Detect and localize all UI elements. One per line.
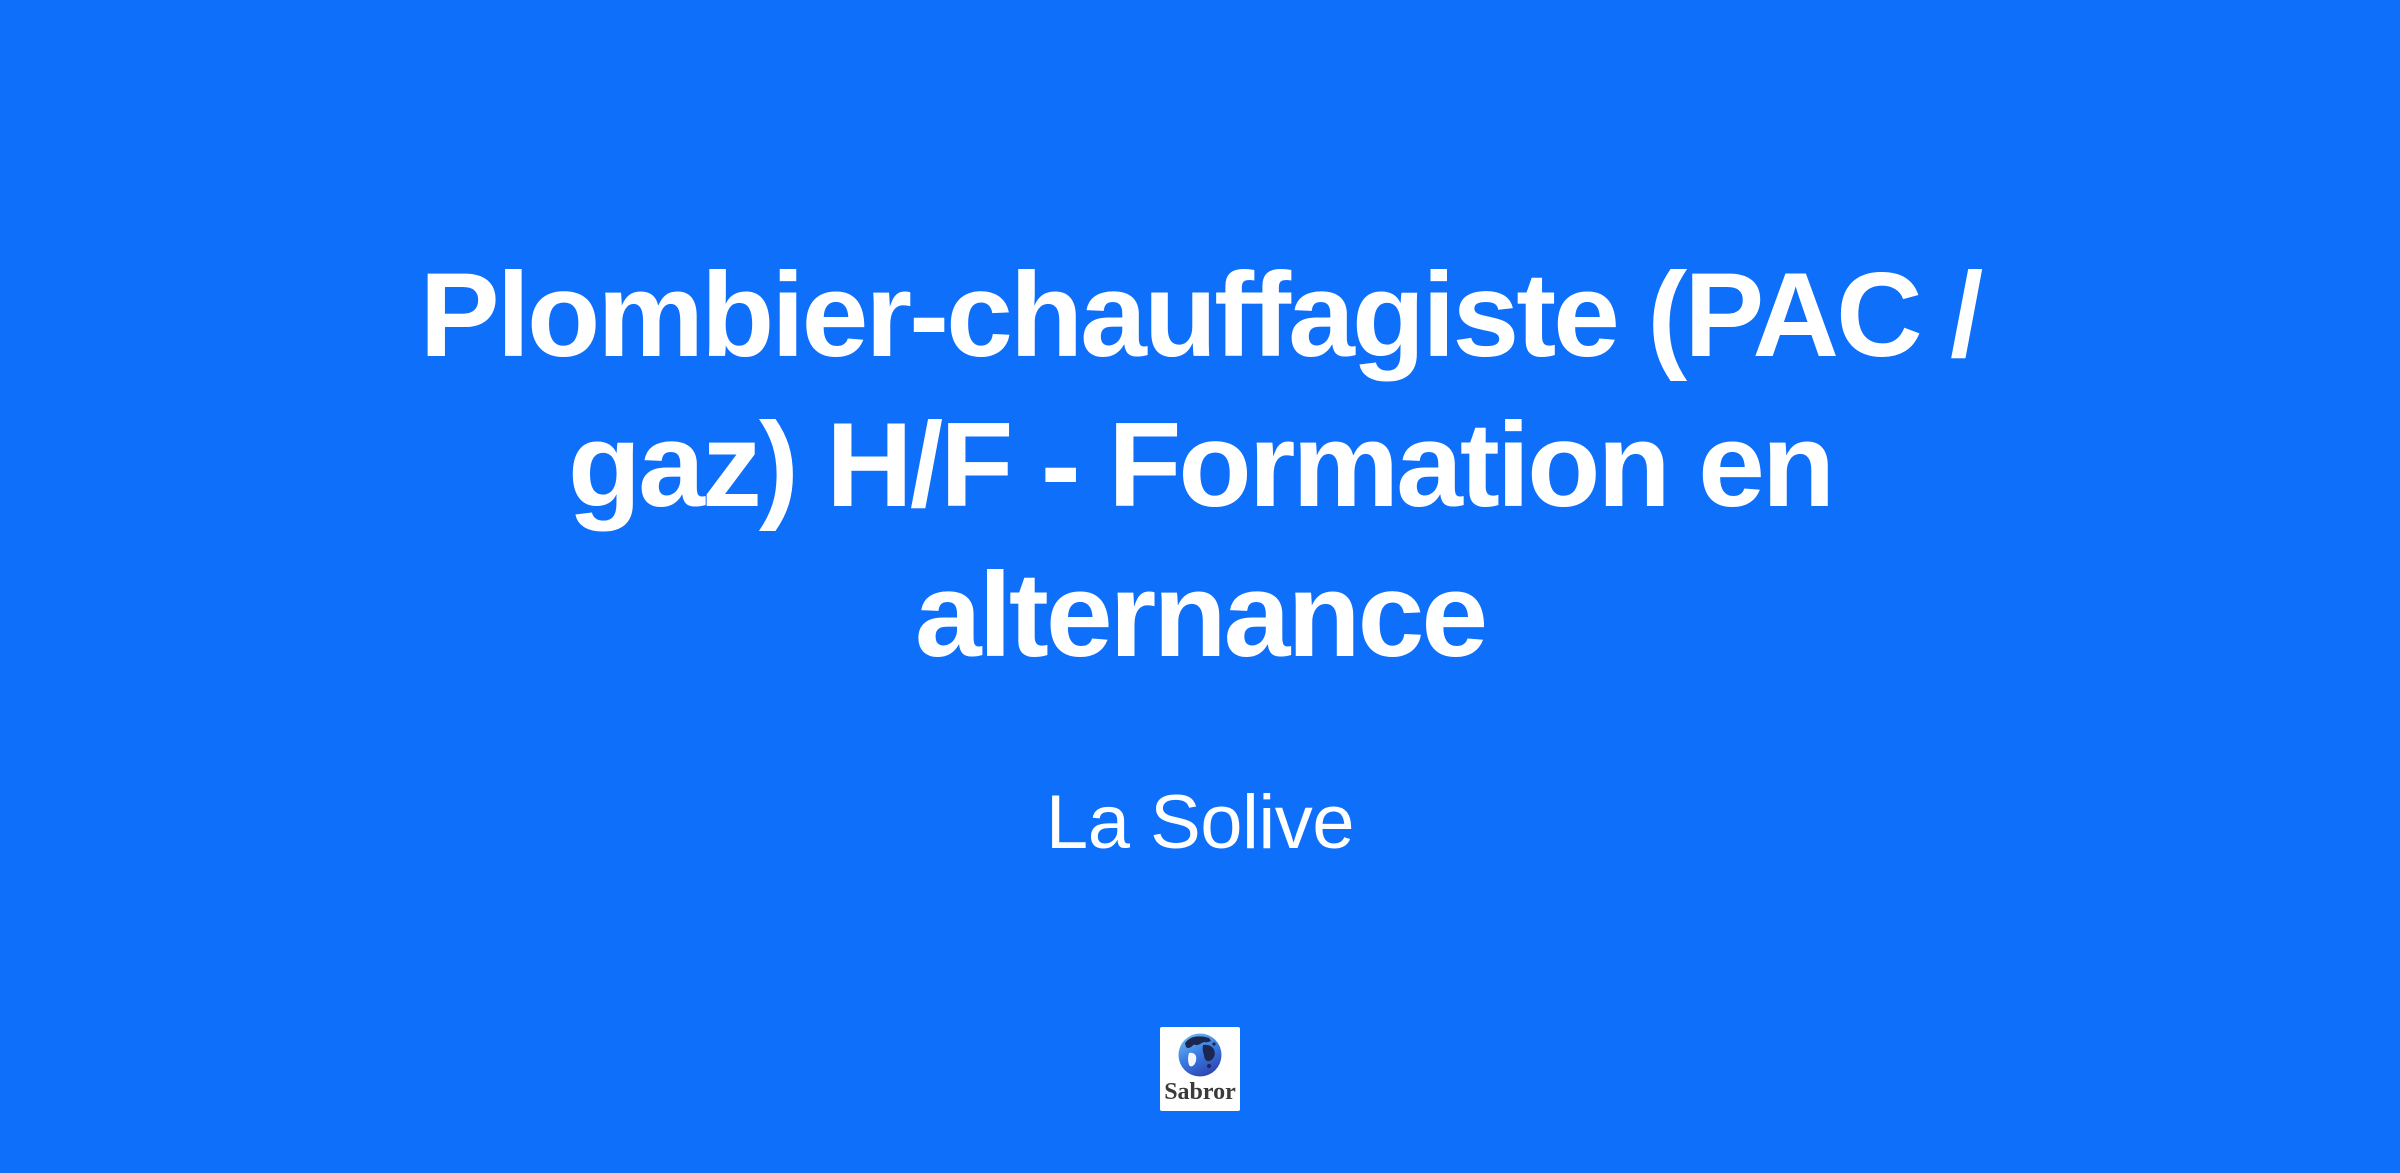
job-title-line-2: gaz) H/F - Formation en — [567, 398, 1833, 532]
job-title — [420, 240, 1981, 690]
job-title-line-1: Plombier-chauffagiste (PAC / — [419, 248, 1981, 382]
globe-icon — [1176, 1031, 1224, 1079]
company-name: La Solive — [1045, 780, 1355, 866]
sabror-logo-label: Sabror — [1164, 1079, 1236, 1105]
sabror-logo-card — [1160, 1027, 1240, 1111]
job-title-line-3: alternance — [914, 548, 1486, 682]
